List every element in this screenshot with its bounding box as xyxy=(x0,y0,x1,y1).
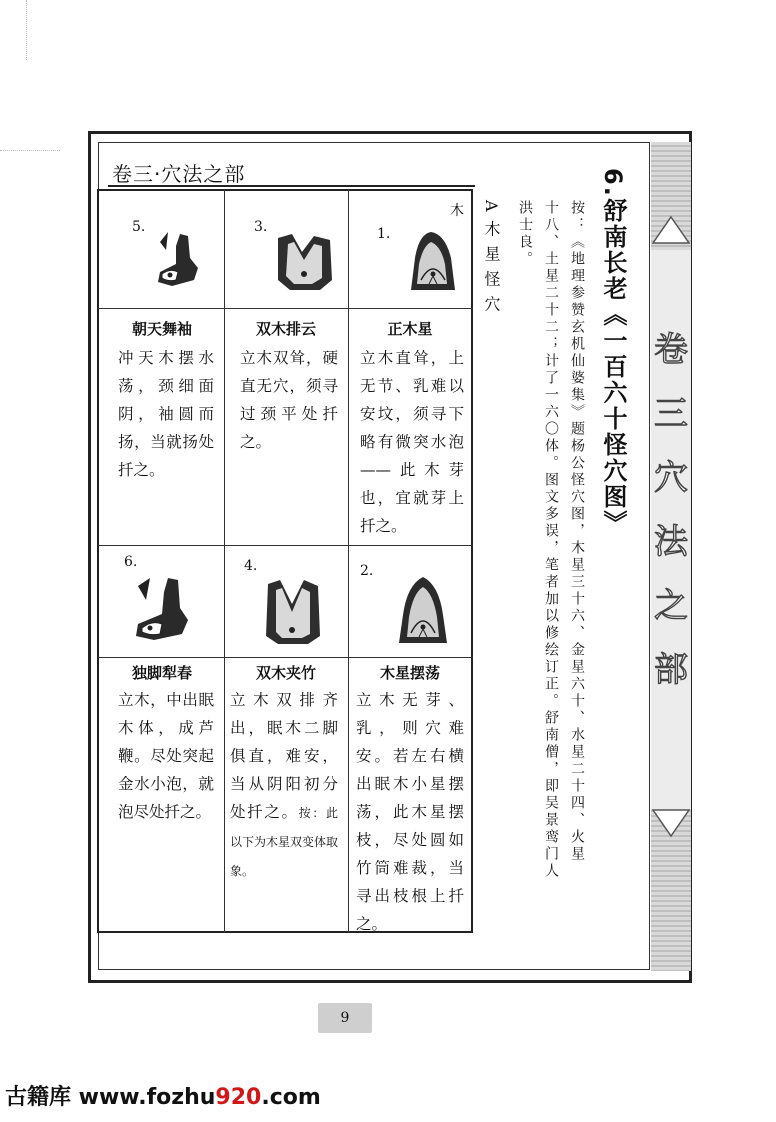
cell-number: 6. xyxy=(124,554,138,570)
cave-diagram-1 xyxy=(405,228,461,296)
note-line-1: 按：《地理参赞玄机仙婆集》题杨公怪穴图，木星三十六、金星六十、水星二十四、火星 xyxy=(569,200,585,863)
footer-prefix: 古籍库 www.fozhu xyxy=(5,1085,216,1110)
cell-number: 5. xyxy=(132,219,146,235)
cave-diagram-5 xyxy=(150,228,210,296)
side-tab-char: 法 xyxy=(654,522,688,562)
cell-title: 双木排云 xyxy=(255,320,316,338)
side-tab-chevron-top xyxy=(651,215,691,255)
cell-body xyxy=(230,686,338,885)
header-rule xyxy=(108,185,475,187)
grid-divider xyxy=(224,189,225,933)
cell-title: 正木星 xyxy=(387,320,433,338)
grid-divider xyxy=(97,545,473,546)
cell-body-note: 按：此以下为木星双变体取象。 xyxy=(230,806,339,878)
cell-title: 木星摆荡 xyxy=(379,664,440,682)
cell-title: 双木夹竹 xyxy=(255,664,316,682)
note-line-3: 洪士良。 xyxy=(517,200,533,268)
grid-divider xyxy=(348,189,349,933)
cell-number: 1. xyxy=(377,226,391,242)
cave-diagram-3 xyxy=(272,230,338,298)
side-tab-char: 之 xyxy=(654,586,688,626)
section-header: 卷三·穴法之部 xyxy=(112,162,246,186)
cell-title: 独脚犁春 xyxy=(131,664,192,682)
grid-divider xyxy=(97,657,473,658)
cell-number: 4. xyxy=(244,558,258,574)
cell-title: 朝天舞袖 xyxy=(131,320,192,338)
cell-body: 立木，中出眠木体，成芦鞭。尽处突起金水小泡，就泡尽处扦之。 xyxy=(118,691,214,821)
cave-category-label: A木星怪穴 xyxy=(482,200,501,321)
main-title: 6.舒南长老《一百六十怪穴图》 xyxy=(599,168,627,536)
cave-diagram-4 xyxy=(262,578,324,650)
site-footer xyxy=(5,1080,321,1111)
page-number: 9 xyxy=(318,1003,372,1033)
scan-edge-line xyxy=(26,0,27,60)
side-tab-char: 部 xyxy=(654,650,688,690)
footer-suffix: .com xyxy=(261,1085,321,1110)
grid-divider xyxy=(97,308,473,309)
cell-body: 立木双耸，硬直无穴，须寻过颈平处扦之。 xyxy=(240,349,338,451)
side-tab-char: 三 xyxy=(654,394,688,434)
cave-diagram-2 xyxy=(395,575,451,647)
side-tab-text xyxy=(651,330,691,690)
side-tab-char: 穴 xyxy=(654,458,688,498)
footer-accent: 920 xyxy=(215,1085,262,1110)
scan-edge-line xyxy=(0,150,60,151)
cell-body: 立木无芽、乳，则穴难安。若左右横出眠木小星摆荡，此木星摆枝，尽处圆如竹筒难裁，当寻出枝根上扦之。 xyxy=(356,691,464,933)
cell-number: 3. xyxy=(254,219,268,235)
side-tab-char: 卷 xyxy=(654,330,688,370)
cell-body: 冲天木摆水荡，颈细面阴，袖圆而扬，当就扬处扦之。 xyxy=(118,349,214,479)
cell-number: 2. xyxy=(360,563,374,579)
side-tab-chevron-bottom xyxy=(651,800,691,840)
cell-body: 立木直耸，上无节、乳难以安坟，须寻下略有微突水泡——此木芽也，宜就芽上扦之。 xyxy=(360,349,464,535)
note-line-2: 十八、土星二十二；计了一六〇体。图文多误，笔者加以修绘订正。舒南僧，即吴景鸾门人 xyxy=(543,200,559,880)
cave-diagram-6 xyxy=(128,572,198,648)
cell-body-text: 立木双排齐出，眠木二脚俱直，难安，当从阴阳初分处扦之。 xyxy=(230,691,338,821)
corner-char: 木 xyxy=(450,203,464,219)
